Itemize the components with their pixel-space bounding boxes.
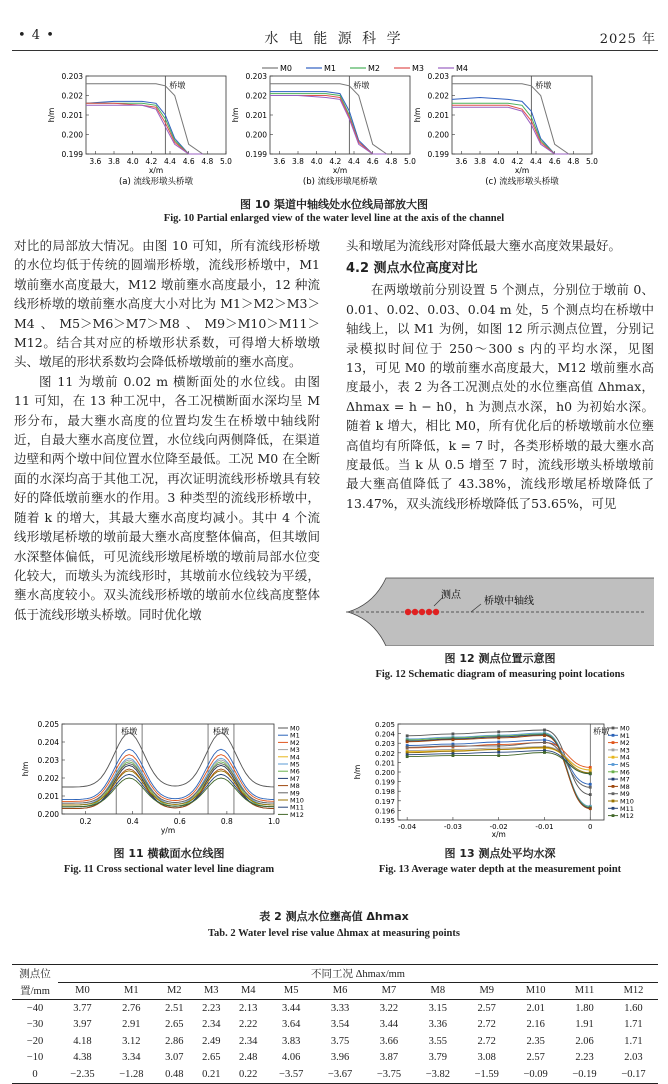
x-tick-label: 4.4 [530, 157, 542, 166]
data-marker [497, 754, 500, 757]
x-tick-label: 4.2 [145, 157, 158, 166]
pier-label: 桥墩 [535, 81, 552, 90]
pier-label: 桥墩 [213, 727, 229, 736]
x-tick-label: 3.6 [89, 157, 102, 166]
legend-label: M3 [620, 746, 630, 755]
table-cell: −1.28 [107, 1066, 156, 1083]
x-tick-label: 4.0 [310, 157, 323, 166]
legend-label: M10 [620, 797, 634, 806]
y-axis-label: h/m [413, 107, 422, 123]
measuring-point [412, 609, 418, 615]
x-tick-label: 3.8 [474, 157, 486, 166]
series-line [86, 103, 203, 154]
y-tick-label: 0.202 [245, 91, 267, 101]
axis-label: 桥墩中轴线 [484, 596, 534, 607]
column-header: M3 [193, 982, 230, 1000]
legend-label: M8 [620, 782, 630, 791]
table-cell: 2.57 [526, 1052, 545, 1064]
x-tick-label: 4.4 [164, 157, 176, 166]
legend-marker [612, 792, 615, 795]
header-rule [12, 50, 658, 51]
table-cell: 3.15 [428, 1002, 448, 1014]
table-cell: 2.22 [239, 1019, 258, 1031]
legend-label: M0 [620, 724, 630, 733]
x-tick-label: 4.6 [182, 157, 195, 166]
table-cell: 4.18 [73, 1035, 92, 1047]
plot-frame [452, 76, 592, 154]
legend-label: M12 [290, 810, 304, 819]
left-paragraph-2: 图 11 为墩前 0.02 m 横断面处的水位线。由图 11 可知，在 13 种工况中，各工况横断面水深均呈 M 形分布，最大壅水高度的位置均发生在桥墩中轴线附近，自最大壅水高度位置，水位线向两侧降低，在渠道边壁和两个墩中间位置水位降至最低。工况 M0 在全断面的水深均高于其他工况，再次证明流线形桥墩具有较好的降低墩前壅水的作用。3 种类型的流线形桥墩中，随着 k 的增大，其最大壅水高度均减小。其中 4 个流线形墩尾桥墩的墩前最大壅水高度整体偏高，但其墩间水深整体偏低，可见流线形墩尾桥墩的墩前局部水位变化较大，而墩头为流线形时，其墩前水位线较为平缓，壅水高度较小。双头流线形桥墩的墩前水位线高度整体低于流线形墩头桥墩。同时优化墩 [14, 373, 320, 622]
table-2 [12, 964, 658, 1084]
table-cell: 3.83 [281, 1035, 301, 1047]
series-line [270, 96, 387, 155]
table-cell: 2.35 [526, 1035, 545, 1047]
table-cell: 2.01 [526, 1002, 545, 1014]
table-cell: 2.86 [165, 1035, 184, 1047]
measuring-point [405, 609, 411, 615]
figure-13 [346, 720, 656, 842]
measuring-point [419, 609, 425, 615]
y-tick-label: 0.202 [37, 774, 59, 783]
x-tick-label: 4.2 [511, 157, 524, 166]
data-marker [497, 751, 500, 754]
legend-label: M11 [290, 803, 304, 812]
legend-marker [612, 741, 615, 744]
x-tick-label: 3.6 [273, 157, 286, 166]
data-marker [589, 807, 592, 810]
x-tick-label: 4.4 [348, 157, 360, 166]
y-tick-label: 0.201 [61, 111, 83, 120]
y-tick-label: 0.204 [37, 738, 59, 747]
x-tick-label: -0.01 [535, 823, 554, 831]
data-marker [452, 732, 455, 735]
legend-label: M11 [620, 804, 634, 813]
y-tick-label: 0.203 [245, 72, 267, 81]
legend-label: M12 [620, 812, 634, 821]
legend-label: M5 [290, 760, 300, 769]
legend-label: M6 [620, 768, 630, 777]
row-position: −10 [26, 1052, 44, 1064]
data-marker [406, 740, 409, 743]
legend-marker [612, 756, 615, 759]
x-tick-label: 0.2 [79, 817, 92, 826]
table-cell: −3.82 [413, 1066, 462, 1083]
table-cell: 0.22 [230, 1066, 267, 1083]
data-marker [497, 748, 500, 751]
data-marker [497, 741, 500, 744]
data-marker [543, 739, 546, 742]
table-cell: 2.13 [239, 1002, 258, 1014]
fig13-caption-cn: 图 13 测点处平均水深 [444, 847, 556, 860]
legend-marker [612, 807, 615, 810]
table-cell: 3.97 [73, 1019, 92, 1031]
y-tick-label: 0.200 [37, 810, 59, 819]
data-marker [497, 730, 500, 733]
right-paragraph-0: 头和墩尾为流线形对降低最大壅水高度效果最好。 [346, 238, 622, 253]
legend-label: M8 [290, 782, 300, 791]
subfigure-caption: (c) 流线形墩头桥墩 [485, 177, 559, 187]
data-marker [589, 772, 592, 775]
x-tick-label: -0.02 [489, 823, 508, 831]
data-marker [406, 734, 409, 737]
column-header: M8 [413, 982, 462, 1000]
legend-marker [612, 800, 615, 803]
page-number: • 4 • [18, 28, 55, 43]
table-cell: 3.22 [379, 1002, 399, 1014]
table-cell: 1.71 [624, 1019, 643, 1031]
section-heading: 4.2 测点水位高度对比 [346, 261, 478, 277]
legend-marker [612, 785, 615, 788]
column-header: M6 [316, 982, 365, 1000]
y-tick-label: 0.203 [374, 740, 395, 749]
year: 2025 年 [599, 32, 656, 47]
x-tick-label: 5.0 [404, 157, 416, 166]
table-cell: 3.55 [428, 1035, 448, 1047]
x-tick-label: 4.8 [201, 157, 214, 166]
table-cell: 3.54 [330, 1019, 350, 1031]
legend-label: M10 [290, 796, 304, 805]
fig10-caption-cn: 图 10 渠道中轴线处水位线局部放大图 [240, 198, 428, 211]
data-marker [589, 768, 592, 771]
y-tick-label: 0.201 [374, 759, 395, 768]
pier-label: 桥墩 [169, 81, 186, 90]
fig13-caption-en: Fig. 13 Average water depth at the measurement point [378, 864, 622, 875]
table-cell: 3.77 [73, 1002, 92, 1014]
table-cell: 2.06 [575, 1035, 594, 1047]
data-marker [589, 793, 592, 796]
x-axis-label: y/m [160, 826, 176, 835]
table-cell: 2.57 [477, 1002, 496, 1014]
y-tick-label: 0.203 [37, 756, 59, 765]
table-cell: 3.66 [379, 1035, 399, 1047]
table-cell: −0.17 [609, 1066, 658, 1083]
table-cell: 3.44 [379, 1019, 399, 1031]
figure-10 [0, 54, 668, 204]
table-cell: 1.71 [624, 1035, 643, 1047]
left-paragraph-1: 对比的局部放大情况。由图 10 可知，所有流线形桥墩的水位均低于传统的圆端形桥墩，流线形桥墩中，M1 墩前壅水高度最大，M12 墩前壅水高度最小，12 种流线形桥墩的墩前壅水高度大小对比为 M1＞M2＞M3＞M4、M5＞M6＞M7＞M8、M9＞M10＞M11＞M12。结合其对应的桥墩形状系数，可得增大桥墩墩头、墩尾的形状系数均会降低桥墩墩前的壅水高度。 [14, 238, 320, 370]
y-tick-label: 0.202 [427, 91, 449, 101]
x-tick-label: 0.4 [126, 817, 139, 826]
table-cell: 2.72 [477, 1035, 496, 1047]
data-marker [452, 754, 455, 757]
legend-label: M0 [280, 64, 292, 73]
data-marker [543, 729, 546, 732]
data-marker [497, 744, 500, 747]
fig11-caption-en: Fig. 11 Cross sectional water level line diagram [63, 864, 275, 875]
table-cell: 2.51 [165, 1002, 184, 1014]
data-marker [406, 755, 409, 758]
table-cell: −3.57 [267, 1066, 316, 1083]
data-marker [543, 734, 546, 737]
table-cell: 3.75 [330, 1035, 350, 1047]
legend-marker [612, 770, 615, 773]
table-cell: 4.06 [281, 1052, 301, 1064]
journal-title: 水 电 能 源 科 学 [264, 31, 404, 47]
table-cell: 2.72 [477, 1019, 496, 1031]
data-marker [589, 766, 592, 769]
y-tick-label: 0.195 [374, 817, 395, 825]
table-cell: 3.96 [330, 1052, 350, 1064]
table-cell: 2.65 [202, 1052, 221, 1064]
data-marker [497, 737, 500, 740]
group-header: 不同工况 Δhmax/mm [58, 965, 658, 983]
row-header-2: 置/mm [12, 982, 58, 1000]
series-line [86, 105, 203, 154]
x-tick-label: 3.8 [108, 157, 120, 166]
legend-label: M3 [290, 746, 300, 755]
legend-label: M1 [324, 64, 336, 73]
series-line [270, 96, 387, 155]
y-tick-label: 0.205 [37, 720, 59, 729]
x-tick-label: 3.6 [455, 157, 468, 166]
fig12-caption-cn: 图 12 测点位置示意图 [444, 652, 556, 665]
column-header: M1 [107, 982, 156, 1000]
legend-label: M4 [290, 753, 300, 762]
legend-marker [612, 727, 615, 730]
legend-label: M2 [368, 64, 380, 73]
row-header-1: 测点位 [12, 965, 58, 983]
table-cell: 2.34 [239, 1035, 258, 1047]
data-marker [406, 746, 409, 749]
table-cell: 2.23 [575, 1052, 594, 1064]
series-line [452, 84, 569, 154]
y-tick-label: 0.200 [61, 130, 83, 140]
table-cell: 2.91 [122, 1019, 141, 1031]
legend-marker [612, 749, 615, 752]
table-cell: 0.48 [156, 1066, 193, 1083]
table-cell: 3.79 [428, 1052, 448, 1064]
measuring-point [426, 609, 432, 615]
legend-label: M1 [290, 731, 300, 740]
table2-title-en: Tab. 2 Water level rise value Δhmax at measuring points [208, 928, 460, 939]
measuring-point [433, 609, 439, 615]
column-header: M7 [365, 982, 414, 1000]
x-tick-label: -0.03 [443, 823, 462, 831]
fig10-caption-en: Fig. 10 Partial enlarged view of the water level line at the axis of the channel [163, 213, 505, 224]
y-tick-label: 0.203 [61, 72, 83, 81]
subfigure-caption: (b) 流线形墩尾桥墩 [302, 177, 378, 187]
x-tick-label: 4.0 [126, 157, 139, 166]
legend-label: M3 [412, 64, 424, 73]
y-tick-label: 0.200 [374, 769, 395, 777]
data-marker [543, 741, 546, 744]
legend-marker [612, 814, 615, 817]
x-tick-label: 5.0 [586, 157, 598, 166]
table-row [12, 1066, 658, 1083]
x-tick-label: 4.6 [548, 157, 561, 166]
table-cell: 2.49 [202, 1035, 221, 1047]
y-axis-label: h/m [47, 107, 56, 123]
left-column [14, 236, 320, 624]
y-tick-label: 0.199 [374, 778, 395, 787]
data-marker [543, 746, 546, 749]
y-tick-label: 0.204 [374, 730, 395, 739]
y-tick-label: 0.201 [245, 111, 267, 120]
x-axis-label: x/m [491, 830, 506, 839]
series-line [86, 103, 203, 154]
y-tick-label: 0.200 [427, 130, 449, 140]
data-marker [543, 751, 546, 754]
y-tick-label: 0.201 [37, 792, 59, 801]
y-tick-label: 0.199 [61, 150, 83, 159]
legend-label: M7 [620, 775, 630, 784]
plot-frame [270, 76, 410, 154]
table2-title-cn: 表 2 测点水位壅高值 Δhmax [259, 910, 409, 923]
legend-label: M2 [620, 739, 630, 748]
y-tick-label: 0.199 [427, 150, 449, 159]
legend-label: M1 [620, 731, 630, 740]
legend-label: M6 [290, 767, 300, 776]
series-line [86, 101, 203, 154]
table-cell: −0.09 [511, 1066, 560, 1083]
series-line [270, 92, 387, 154]
y-tick-label: 0.202 [374, 749, 395, 758]
table-row [12, 1033, 658, 1050]
legend-marker [612, 734, 615, 737]
row-position: −30 [26, 1019, 44, 1031]
table-cell: 2.23 [202, 1002, 221, 1014]
y-axis-label: h/m [231, 107, 240, 123]
table-cell: −2.35 [58, 1066, 107, 1083]
series-line [452, 105, 569, 154]
table-cell: 3.33 [330, 1002, 350, 1014]
table-cell: 3.34 [122, 1052, 141, 1064]
figure-11 [14, 718, 324, 838]
legend-marker [612, 778, 615, 781]
x-tick-label: -0.04 [398, 823, 417, 831]
table-row [12, 1050, 658, 1067]
x-tick-label: 3.8 [292, 157, 304, 166]
y-tick-label: 0.198 [374, 788, 395, 797]
series-line [86, 84, 203, 154]
column-header: M9 [462, 982, 511, 1000]
x-tick-label: 0 [588, 823, 593, 831]
fig11-caption-cn: 图 11 横截面水位线图 [113, 847, 225, 860]
legend-label: M7 [290, 774, 300, 783]
table-cell: −3.75 [365, 1066, 414, 1083]
x-axis-label: x/m [148, 166, 164, 175]
x-axis-label: x/m [332, 166, 348, 175]
column-header: M0 [58, 982, 107, 1000]
data-marker [452, 750, 455, 753]
data-marker [589, 786, 592, 789]
data-marker [589, 783, 592, 786]
x-tick-label: 1.0 [268, 817, 280, 826]
y-tick-label: 0.203 [427, 72, 449, 81]
right-paragraph-1: 在两墩墩前分别设置 5 个测点，分别位于墩前 0、0.01、0.02、0.03、0.04 m 处，5 个测点均在桥墩中轴线上，以 M1 为例，如图 12 所示测点位置，分别记录模拟时间位于 250～300 s 内的平均水深，见图 13，可见 M0 的墩前壅水高度最大，M12 墩前壅水高度最小，表 2 为各工况测点处的水位壅高值 Δhmax，Δhmax = h − h0，h 为测点水深，h0 为初始水深。随着 k 增大，相比 M0，所有优化后的桥墩墩前水位壅高值均有所降低，k = 7 时，各类形桥墩的最大壅水高度最低。当 k 从 0.5 增至 7 时，流线形墩头桥墩墩前最大壅高值降低了 43.38%，流线形墩尾桥墩降低了 13.47%，双头流线形桥墩降低了53.65%，可见 [346, 282, 654, 511]
series-line [452, 103, 569, 154]
legend-label: M5 [620, 761, 630, 769]
legend-label: M2 [290, 738, 300, 747]
column-header: M5 [267, 982, 316, 1000]
series-line [270, 94, 387, 154]
table-cell: 2.76 [122, 1002, 141, 1014]
table-cell: 3.12 [122, 1035, 141, 1047]
legend-label: M9 [620, 790, 630, 799]
row-position: 0 [12, 1066, 58, 1083]
table-cell: 2.65 [165, 1019, 184, 1031]
column-header: M11 [560, 982, 609, 1000]
legend-marker [612, 763, 615, 766]
y-tick-label: 0.200 [245, 130, 267, 140]
series-line [62, 733, 274, 787]
table-cell: 3.87 [379, 1052, 399, 1064]
plot-frame [86, 76, 226, 154]
x-axis-label: x/m [514, 166, 530, 175]
table-cell: 2.03 [624, 1052, 643, 1064]
legend-label: M4 [620, 753, 630, 762]
column-header: M10 [511, 982, 560, 1000]
y-tick-label: 0.197 [374, 797, 395, 806]
y-tick-label: 0.196 [374, 807, 395, 816]
table-cell: 1.60 [624, 1002, 643, 1014]
y-tick-label: 0.201 [427, 111, 449, 120]
column-header: M4 [230, 982, 267, 1000]
x-tick-label: 4.8 [385, 157, 398, 166]
pier-label: 桥墩 [121, 727, 138, 736]
table-cell: −0.19 [560, 1066, 609, 1083]
data-marker [452, 738, 455, 741]
x-tick-label: 0.8 [220, 817, 233, 826]
table-cell: 3.36 [428, 1019, 448, 1031]
table-cell: 3.44 [281, 1002, 301, 1014]
pier-label: 桥墩 [593, 727, 610, 736]
column-header: M12 [609, 982, 658, 1000]
y-tick-label: 0.202 [61, 91, 83, 101]
point-label: 测点 [441, 590, 461, 601]
table-cell: 1.91 [575, 1019, 594, 1031]
table-cell: −3.67 [316, 1066, 365, 1083]
figure-12 [346, 576, 654, 646]
x-tick-label: 5.0 [220, 157, 232, 166]
data-marker [452, 744, 455, 747]
table-cell: 3.07 [165, 1052, 184, 1064]
table-row [12, 1000, 658, 1017]
legend-label: M9 [290, 789, 300, 798]
table-cell: 2.16 [526, 1019, 545, 1031]
right-column [346, 236, 654, 513]
table-cell: 3.64 [281, 1019, 301, 1031]
table-cell: 1.80 [575, 1002, 594, 1014]
table-cell: 0.21 [193, 1066, 230, 1083]
legend-label: M4 [456, 64, 468, 73]
table-cell: 2.48 [239, 1052, 258, 1064]
x-tick-label: 4.6 [366, 157, 379, 166]
x-tick-label: 0.6 [173, 817, 186, 826]
table-cell: 4.38 [73, 1052, 92, 1064]
fig12-caption-en: Fig. 12 Schematic diagram of measuring point locations [375, 669, 625, 680]
pier-label: 桥墩 [353, 81, 370, 90]
table-cell: 3.08 [477, 1052, 496, 1064]
table-cell: −1.59 [462, 1066, 511, 1083]
y-tick-label: 0.205 [374, 721, 395, 729]
column-header: M2 [156, 982, 193, 1000]
legend-label: M0 [290, 724, 300, 733]
y-axis-label: h/m [21, 761, 30, 777]
table-cell: 2.34 [202, 1019, 221, 1031]
row-position: −20 [26, 1035, 44, 1047]
x-tick-label: 4.8 [567, 157, 580, 166]
table-row [12, 1017, 658, 1034]
x-tick-label: 4.0 [492, 157, 505, 166]
y-tick-label: 0.199 [245, 150, 267, 159]
x-tick-label: 4.2 [329, 157, 342, 166]
row-position: −40 [26, 1002, 44, 1014]
y-axis-label: h/m [353, 764, 362, 780]
subfigure-caption: (a) 流线形墩头桥墩 [118, 177, 194, 187]
